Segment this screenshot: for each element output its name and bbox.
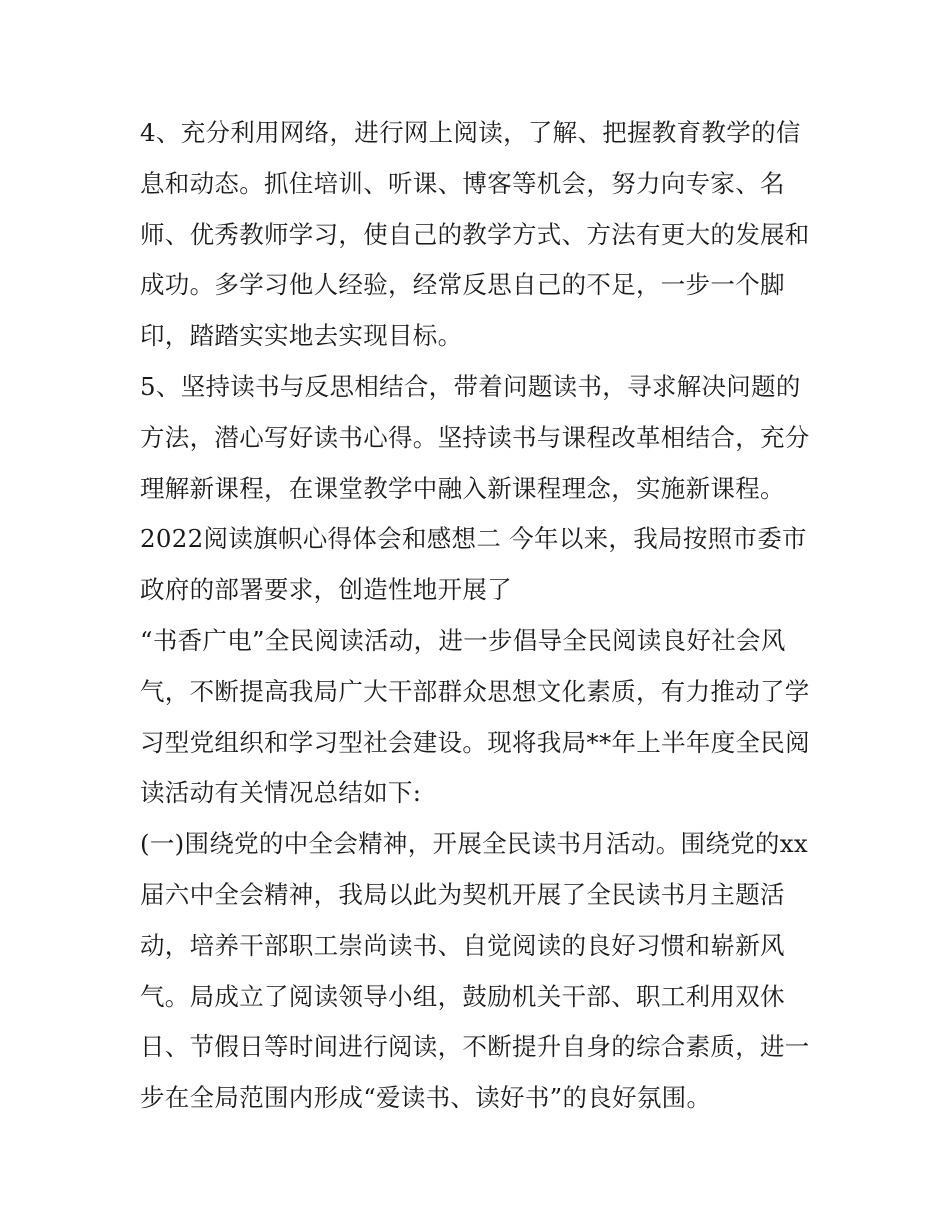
text-line: 师、优秀教师学习，使自己的教学方式、方法有更大的发展和 xyxy=(140,219,810,249)
text-line: 动，培养干部职工崇尚读书、自觉阅读的良好习惯和崭新风 xyxy=(140,930,785,960)
text-line: 步在全局范围内形成“爱读书、读好书”的良好氛围。 xyxy=(140,1083,712,1113)
text-line: 5、坚持读书与反思相结合，带着问题读书，寻求解决问题的 xyxy=(140,371,801,401)
text-line: 成功。多学习他人经验，经常反思自己的不足，一步一个脚 xyxy=(140,270,785,300)
text-line: 气。局成立了阅读领导小组，鼓励机关干部、职工利用双休 xyxy=(140,981,785,1011)
text-line: 印，踏踏实实地去实现目标。 xyxy=(140,321,463,351)
text-line: 届六中全会精神，我局以此为契机开展了全民读书月主题活 xyxy=(140,879,785,909)
document-body xyxy=(140,108,820,1124)
text-line: “书香广电”全民阅读活动，进一步倡导全民阅读良好社会风 xyxy=(140,625,786,655)
text-line: 息和动态。抓住培训、听课、博客等机会，努力向专家、名 xyxy=(140,168,785,198)
text-line: 气，不断提高我局广大干部群众思想文化素质，有力推动了学 xyxy=(140,676,810,706)
text-line: (一)围绕党的中全会精神，开展全民读书月活动。围绕党的xx xyxy=(140,829,808,859)
text-line: 理解新课程，在课堂教学中融入新课程理念，实施新课程。 xyxy=(140,473,785,503)
text-line: 4、充分利用网络，进行网上阅读，了解、把握教育教学的信 xyxy=(140,118,801,147)
text-line: 习型党组织和学习型社会建设。现将我局**年上半年度全民阅 xyxy=(140,727,810,757)
text-line: 2022阅读旗帜心得体会和感想二 今年以来，我局按照市委市 xyxy=(140,524,807,554)
text-line: 读活动有关情况总结如下: xyxy=(140,778,422,808)
text-line: 政府的部署要求，创造性地开展了 xyxy=(140,575,512,605)
text-line: 方法，潜心写好读书心得。坚持读书与课程改革相结合，充分 xyxy=(140,422,810,452)
text-line: 日、节假日等时间进行阅读，不断提升自身的综合素质，进一 xyxy=(140,1032,810,1062)
